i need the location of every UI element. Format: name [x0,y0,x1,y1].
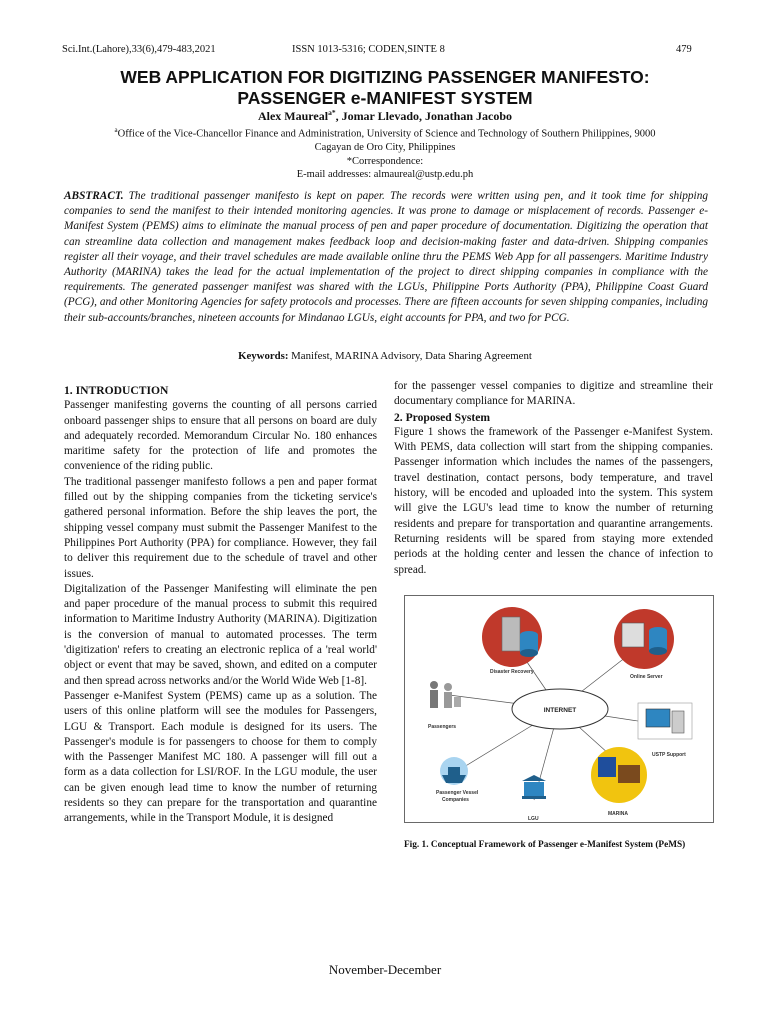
framework-diagram [404,595,714,823]
vessel-companies-label-1: Passenger Vessel [436,790,479,796]
author-first: Alex Maureal [257,109,329,123]
section-heading-introduction: 1. INTRODUCTION [64,384,169,397]
intro-paragraph-3: Digitalization of the Passenger Manifesting will eliminate the pen and paper procedure of the manual process to submit this required information to Maritime Industry Authority (MARINA). Digitization is the conversion of manual to automated processes. The term 'digitization' refers to creating an electronic replica of a 'real world' object or event that may be saved, shown, and edited on a computer and then spread across networks and/or the World Wide Web [1-8]. [64,582,377,687]
journal-citation: Sci.Int.(Lahore),33(6),479-483,2021 [62,44,216,55]
abstract [64,189,708,326]
affiliation-line2: Cagayan de Oro City, Philippines [314,142,456,154]
figure-caption: Fig. 1. Conceptual Framework of Passenger e-Manifest System (PeMS) [404,840,686,850]
continued-paragraph: for the passenger vessel companies to digitize and streamline their documentary compliance for MARINA. [394,380,713,408]
intro-paragraph-2: The traditional passenger manifesto follows a pen and paper format filled out by the shipping companies from the ticketing service's gathered personal information. Before the ship leaves the port, the shipping vessel company must submit the Passenger Manifest to the Philippines Port Authority (PPA) for compliance. However, they fail to deliver this requirement due to the schedule of travel and other issues. [64,475,377,580]
author-rest: , Jomar Llevado, Jonathan Jacobo [335,109,513,123]
disaster-recovery-label: Disaster Recovery [490,669,534,675]
affiliation [62,124,708,182]
intro-paragraph-1: Passenger manifesting governs the counting of all persons carried onboard passenger ships to ensure that all persons on board are duly and adequately recorded. Memorandum Circular No. 180 enhances maritime safety for the protection of life and promotes the convenience of the riding public. [64,399,377,473]
marina-icon [591,747,647,803]
abstract-text: The traditional passenger manifesto is kept on paper. The records were written using pen, and it took time for shipping companies to send the manifest to their intended monitoring agencies. It was prone to damage or misplacement of records. Passenger e-Manifest System (PEMS) aims to eliminate the manual process of pen and paper procedure of documentation. Digitizing the operation that can streamline data collection and management makes feedback loop and decision-making faster and data-driven. Shipping companies register all their voyage, and their travel schedules are made available online thru the PEMS Web App for all passengers. Maritime Industry Authority (MARINA) takes the lead for the actual implementation of the project to direct shipping companies in compliance with the requirements. The generated passenger manifest was shared with the LGUs, Philippine Ports Authority (PPA), Philippine Coast Guard (PCG), and other Monitoring Agencies for safety protocols and processes. There are fifteen accounts for seven shipping companies, including their sub-accounts/branches, nineteen accounts for Mindanao LGUs, eight accounts for PPA, and two for PCG. [64,190,708,324]
intro-paragraph-4: Passenger e-Manifest System (PEMS) came up as a solution. The users of this online platform will see the modules for Passengers, LGU & Transport. Each module is designed for its users. The Passenger's module is for passengers to choose for them to comply with the Passenger Manifest MC 180. A passenger will fill out a form as a data collection for LSI/ROF. In the LGU module, the user can be given enough lead time to know the number of returning residents so they can prepare for the transportation and quarantine arrangements, while in the Transport Module, it is designed [64,689,377,825]
paper-title-line1: WEB APPLICATION FOR DIGITIZING PASSENGER MANIFESTO: [120,67,650,87]
lgu-label: LGU [528,816,539,822]
online-server-icon [614,609,674,669]
affiliation-sup: a [114,126,118,134]
keywords [62,350,708,362]
ustp-support-icon [638,703,692,739]
paper-title-line2: PASSENGER e-MANIFEST SYSTEM [237,88,533,108]
authors [60,108,710,124]
correspondence-label: *Correspondence: [346,155,424,167]
footer-issue-period: November-December [328,962,442,977]
marina-label: MARINA [608,811,628,817]
passengers-label: Passengers [428,724,457,730]
keywords-label: Keywords: [238,350,289,362]
proposed-system-paragraph: Figure 1 shows the framework of the Passenger e-Manifest System. With PEMS, data collection will start from the shipping companies. Passenger information which includes the names of the passengers, travel destination, contact persons, body temperature, and travel history, will be encoded and uploaded into the system. This system will give the LGU's lead time to know the number of returning residents and prepare for transportation and quarantine arrangements. Returning residents will be spared from staying more extended periods at the holding center and lessen the chance of infection to spread. [394,425,713,576]
right-column [394,379,713,578]
email-line: E-mail addresses: almaureal@ustp.edu.ph [296,169,474,181]
online-server-label: Online Server [630,674,663,680]
abstract-label: ABSTRACT. [64,190,124,202]
section-heading-proposed-system: 2. Proposed System [394,410,491,424]
internet-label: INTERNET [543,707,577,714]
ustp-support-label: USTP Support [652,752,686,758]
author-first-sup: a* [328,108,336,117]
framework-figure [404,595,714,823]
vessel-companies-label-2: Companies [442,797,469,803]
keywords-text: Manifest, MARINA Advisory, Data Sharing Agreement [288,350,532,362]
disaster-recovery-icon [482,607,542,667]
vessel-companies-icon [440,757,468,785]
issn: ISSN 1013-5316; CODEN,SINTE 8 [292,44,445,55]
left-column [64,383,377,827]
page-number: 479 [676,44,692,55]
affiliation-line1: $^a$Office of the Vice-Chancellor Finance and Administration, University of Science and Technology of Southern Philippines, 9000 [114,126,656,140]
